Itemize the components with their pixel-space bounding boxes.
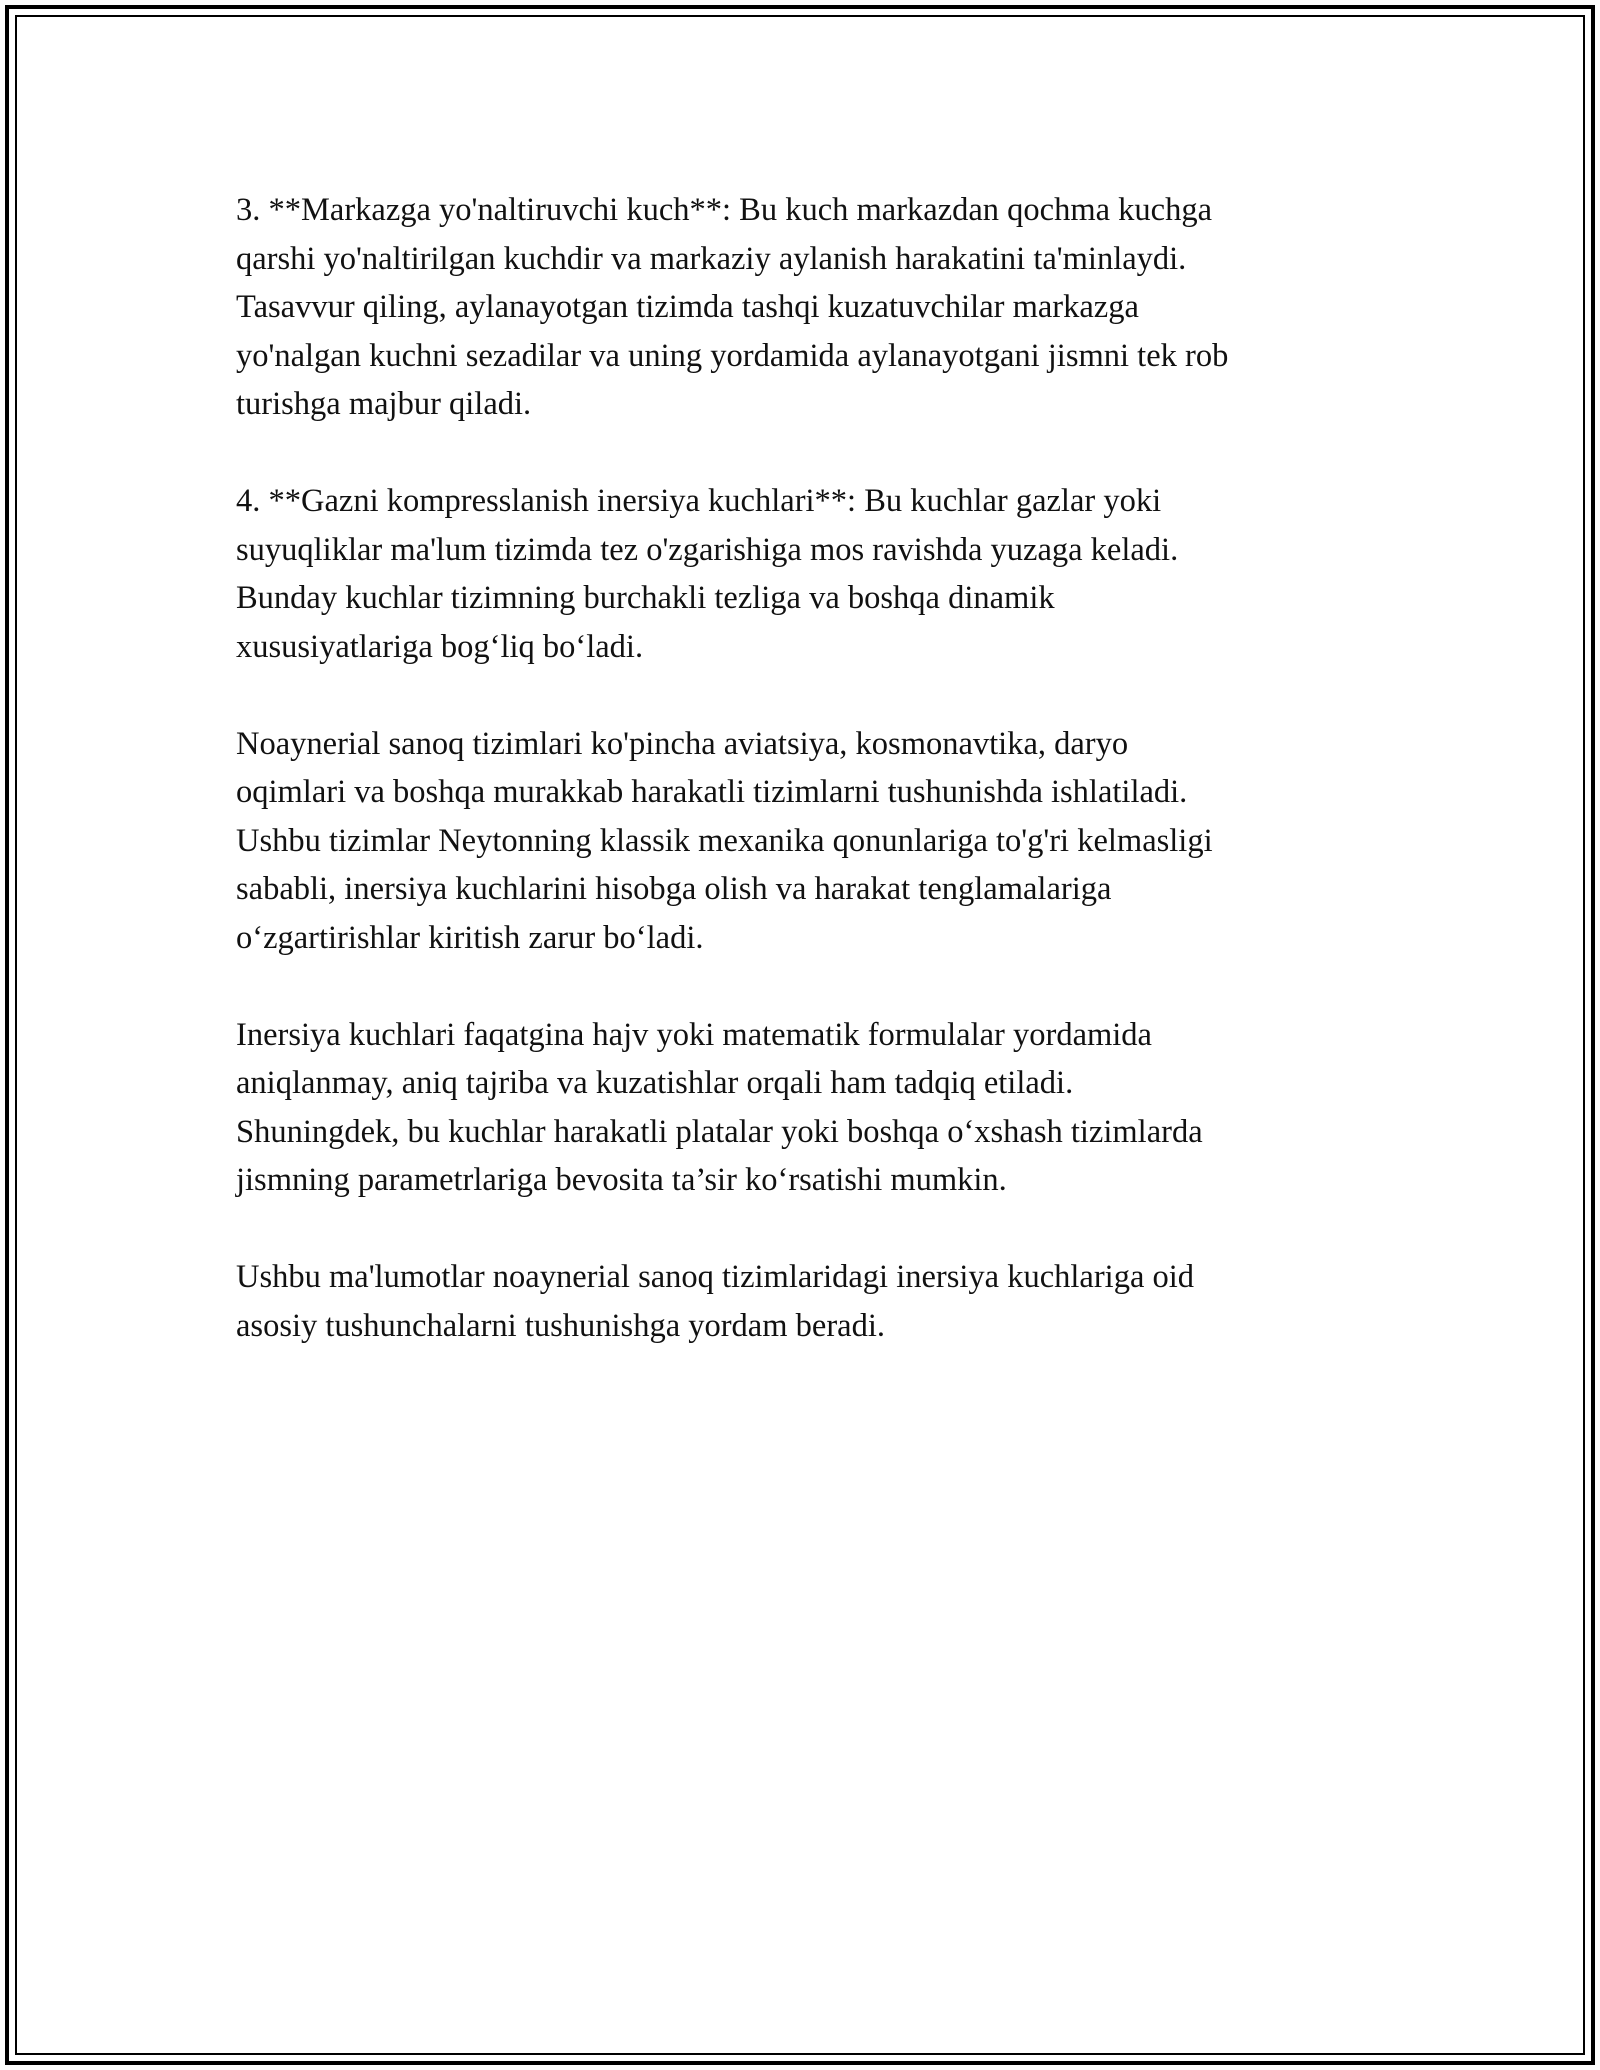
text-line: Inersiya kuchlari faqatgina hajv yoki matematik formulalar yordamida — [236, 1016, 1152, 1053]
text-line: suyuqliklar ma'lum tizimda tez o'zgarishiga mos ravishda yuzaga keladi. — [236, 531, 1179, 568]
text-line: 4. **Gazni kompresslanish inersiya kuchlari**: Bu kuchlar gazlar yoki — [236, 483, 1162, 519]
text-line: turishga majbur qiladi. — [236, 386, 532, 422]
text-line: Ushbu ma'lumotlar noaynerial sanoq tizimlaridagi inersiya kuchlariga oid — [236, 1259, 1195, 1295]
text-line: asosiy tushunchalarni tushunishga yordam beradi. — [236, 1307, 885, 1344]
paragraph-experimental-study — [236, 1011, 1376, 1205]
text-line: jismning parametrlariga bevosita ta’sir ko‘rsatishi mumkin. — [236, 1162, 1007, 1198]
text-line: xususiyatlariga bog‘liq bo‘ladi. — [236, 628, 644, 665]
paragraph-summary — [236, 1253, 1376, 1350]
text-line: o‘zgartirishlar kiritish zarur bo‘ladi. — [236, 919, 704, 956]
text-line: Bunday kuchlar tizimning burchakli tezliga va boshqa dinamik — [236, 580, 1055, 616]
paragraph-gas-compression-forces — [236, 477, 1376, 671]
text-line: oqimlari va boshqa murakkab harakatli tizimlarni tushunishda ishlatiladi. — [236, 774, 1188, 810]
text-line: Noaynerial sanoq tizimlari ko'pincha aviatsiya, kosmonavtika, daryo — [236, 725, 1129, 762]
text-line: qarshi yo'naltirilgan kuchdir va markaziy aylanish harakatini ta'minlaydi. — [236, 240, 1187, 277]
text-line: Tasavvur qiling, aylanayotgan tizimda tashqi kuzatuvchilar markazga — [236, 289, 1139, 325]
paragraph-centripetal-force — [236, 186, 1376, 429]
paragraph-noninertial-usage — [236, 720, 1376, 963]
text-line: Shuningdek, bu kuchlar harakatli platalar yoki boshqa o‘xshash tizimlarda — [236, 1113, 1203, 1150]
text-line: sababli, inersiya kuchlarini hisobga olish va harakat tenglamalariga — [236, 871, 1112, 907]
text-line: yo'nalgan kuchni sezadilar va uning yordamida aylanayotgani jismni tek rob — [236, 337, 1229, 374]
document-body — [236, 186, 1376, 1399]
text-line: Ushbu tizimlar Neytonning klassik mexanika qonunlariga to'g'ri kelmasligi — [236, 822, 1213, 859]
text-line: 3. **Markazga yo'naltiruvchi kuch**: Bu kuch markazdan qochma kuchga — [236, 192, 1213, 228]
text-line: aniqlanmay, aniq tajriba va kuzatishlar orqali ham tadqiq etiladi. — [236, 1065, 1074, 1101]
